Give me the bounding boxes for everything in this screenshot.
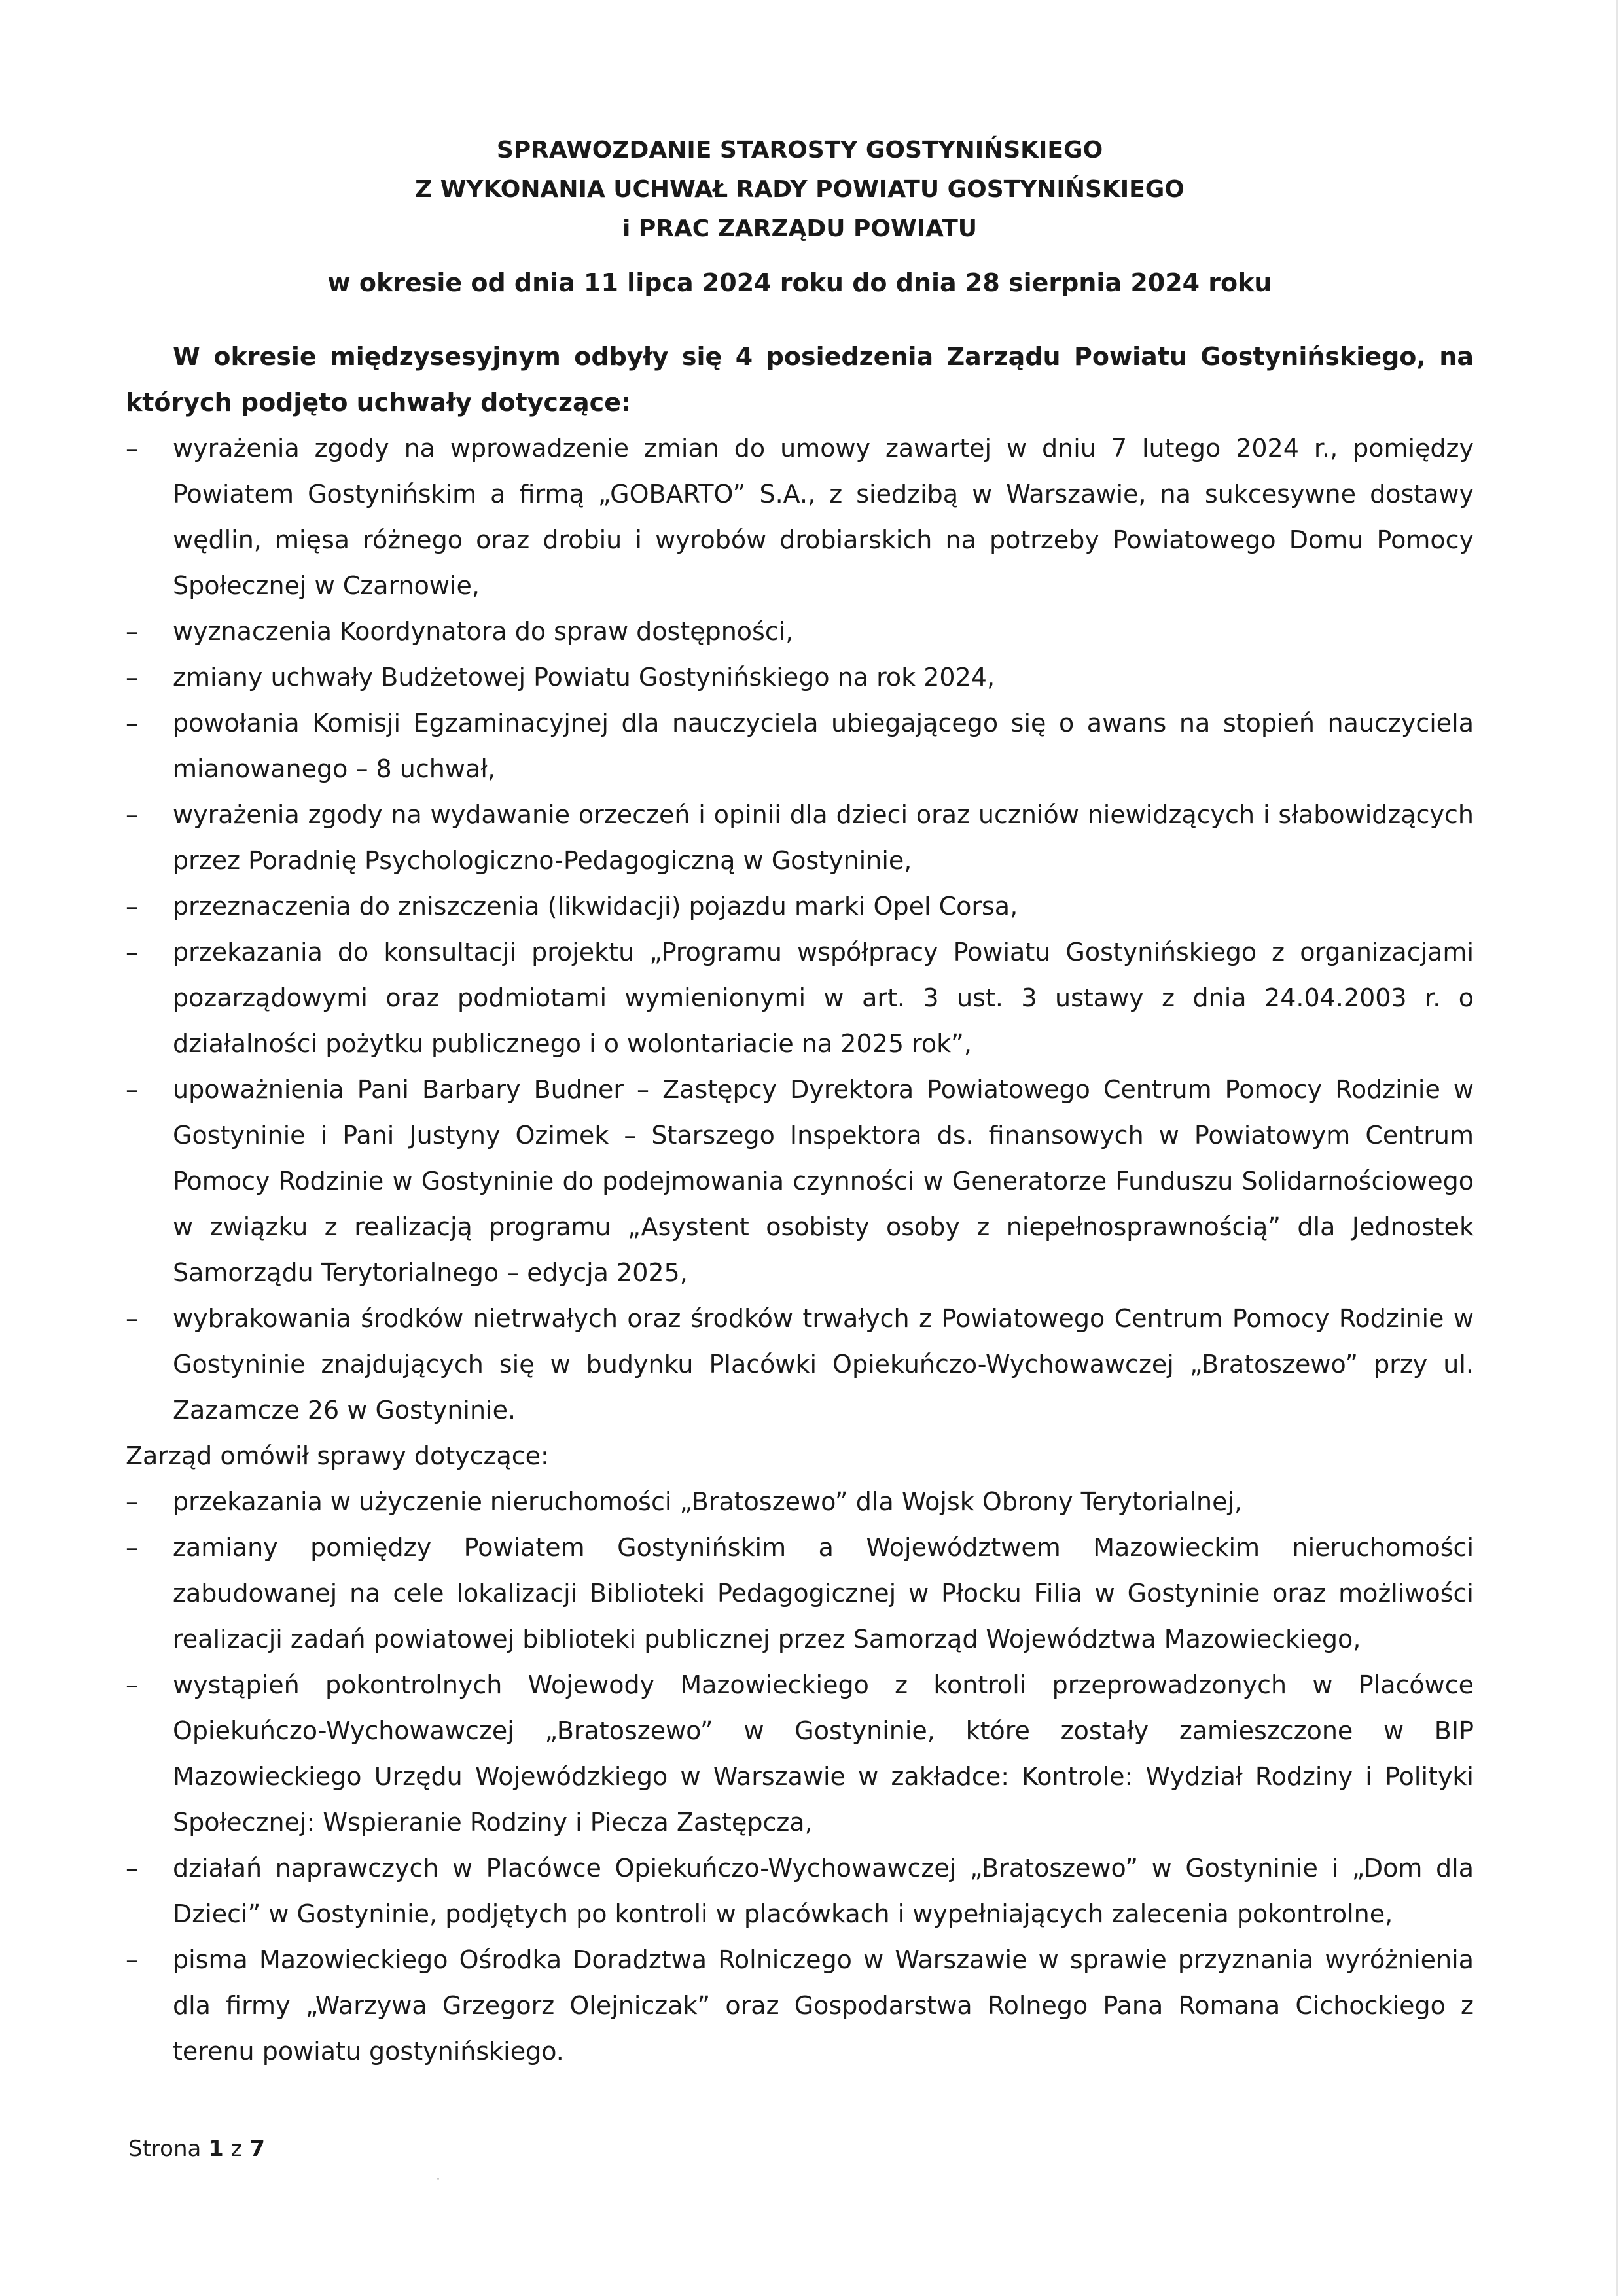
list-item [126, 654, 1474, 700]
dash-bullet: – [126, 1304, 138, 1333]
matters-heading: Zarząd omówił sprawy dotyczące: [126, 1441, 549, 1470]
list-item [126, 1525, 1474, 1662]
dash-bullet: – [126, 938, 138, 966]
list-item [126, 1937, 1474, 2074]
list-item [126, 883, 1474, 929]
intro-paragraph: W okresie międzysesyjnym odbyły się 4 posiedzenia Zarządu Powiatu Gostynińskiego, na których podjęto uchwały dotyczące: [126, 342, 1474, 417]
dash-bullet: – [126, 1533, 138, 1562]
dash-bullet: – [126, 663, 138, 692]
reporting-period: w okresie od dnia 11 lipca 2024 roku do dnia 28 sierpnia 2024 roku [327, 268, 1272, 297]
list-item-text: przekazania w użyczenie nieruchomości „Bratoszewo” dla Wojsk Obrony Terytorialnej, [173, 1487, 1243, 1516]
resolutions-list [126, 425, 1474, 1433]
dash-bullet: – [126, 1854, 138, 1882]
list-item-text: zmiany uchwały Budżetowej Powiatu Gostynińskiego na rok 2024, [173, 663, 995, 692]
list-item [126, 1479, 1474, 1525]
list-item-text: zamiany pomiędzy Powiatem Gostynińskim a Województwem Mazowieckim nieruchomości zabudowanej na cele lokalizacji Biblioteki Pedagogicznej w Płocku Filia w Gostyninie oraz możliwości realizacji zadań powiatowej biblioteki publicznej przez Samorząd Województwa Mazowieckiego, [173, 1533, 1474, 1653]
page-edge-shadow [1616, 0, 1618, 2296]
page-word: Strona [128, 2136, 202, 2162]
list-item [126, 792, 1474, 883]
page-total: 7 [249, 2136, 265, 2162]
list-item-text: przekazania do konsultacji projektu „Programu współpracy Powiatu Gostynińskiego z organizacjami pozarządowymi oraz podmiotami wymienionymi w art. 3 ust. 3 ustawy z dnia 24.04.2003 r. o działalności pożytku publicznego i o wolontariacie na 2025 rok”, [173, 938, 1474, 1058]
list-item [126, 425, 1474, 609]
title-line-3: i PRAC ZARZĄDU POWIATU [622, 215, 978, 242]
list-item-text: wyznaczenia Koordynatora do spraw dostępności, [173, 617, 794, 646]
dash-bullet: – [126, 434, 138, 463]
dash-bullet: – [126, 709, 138, 737]
page-current: 1 [208, 2136, 224, 2162]
page-separator: z [230, 2136, 243, 2162]
matters-list [126, 1479, 1474, 2074]
list-item [126, 700, 1474, 792]
list-item-text: przeznaczenia do zniszczenia (likwidacji) pojazdu marki Opel Corsa, [173, 892, 1018, 921]
page-number [128, 2134, 265, 2163]
dash-bullet: – [126, 617, 138, 646]
list-item [126, 1067, 1474, 1296]
list-item-text: wystąpień pokontrolnych Wojewody Mazowieckiego z kontroli przeprowadzonych w Placówce Opiekuńczo-Wychowawczej „Bratoszewo” w Gostyninie, które zostały zamieszczone w BIP Mazowieckiego Urzędu Wojewódzkiego w Warszawie w zakładce: Kontrole: Wydział Rodziny i Polityki Społecznej: Wspieranie Rodziny i Piecza Zastępcza, [173, 1670, 1474, 1837]
list-item [126, 929, 1474, 1067]
list-item [126, 609, 1474, 654]
list-item [126, 1662, 1474, 1845]
list-item-text: wyrażenia zgody na wydawanie orzeczeń i opinii dla dzieci oraz uczniów niewidzących i słabowidzących przez Poradnię Psychologiczno-Pedagogiczną w Gostyninie, [173, 800, 1474, 875]
title-line-2: Z WYKONANIA UCHWAŁ RADY POWIATU GOSTYNIŃSKIEGO [415, 176, 1185, 203]
dash-bullet: – [126, 892, 138, 921]
list-item-text: wybrakowania środków nietrwałych oraz środków trwałych z Powiatowego Centrum Pomocy Rodzinie w Gostyninie znajdujących się w budynku Placówki Opiekuńczo-Wychowawczej „Bratoszewo” przy ul. Zazamcze 26 w Gostyninie. [173, 1304, 1474, 1424]
list-item-text: powołania Komisji Egzaminacyjnej dla nauczyciela ubiegającego się o awans na stopień nauczyciela mianowanego – 8 uchwał, [173, 709, 1474, 783]
dash-bullet: – [126, 1075, 138, 1104]
list-item-text: działań naprawczych w Placówce Opiekuńczo-Wychowawczej „Bratoszewo” w Gostyninie i „Dom dla Dzieci” w Gostyninie, podjętych po kontroli w placówkach i wypełniających zalecenia pokontrolne, [173, 1854, 1474, 1928]
dash-bullet: – [126, 1487, 138, 1516]
list-item-text: upoważnienia Pani Barbary Budner – Zastępcy Dyrektora Powiatowego Centrum Pomocy Rodzinie w Gostyninie i Pani Justyny Ozimek – Starszego Inspektora ds. finansowych w Powiatowym Centrum Pomocy Rodzinie w Gostyninie do podejmowania czynności w Generatorze Funduszu Solidarnościowego w związku z realizacją programu „Asystent osobisty osoby z niepełnosprawnością” dla Jednostek Samorządu Terytorialnego – edycja 2025, [173, 1075, 1474, 1287]
document-body [126, 131, 1474, 2074]
document-title [126, 131, 1474, 249]
dash-bullet: – [126, 800, 138, 829]
list-item [126, 1845, 1474, 1937]
scan-speck [437, 2178, 439, 2180]
list-item [126, 1296, 1474, 1433]
dash-bullet: – [126, 1670, 138, 1699]
dash-bullet: – [126, 1945, 138, 1974]
title-line-1: SPRAWOZDANIE STAROSTY GOSTYNIŃSKIEGO [496, 137, 1103, 164]
list-item-text: wyrażenia zgody na wprowadzenie zmian do umowy zawartej w dniu 7 lutego 2024 r., pomiędzy Powiatem Gostynińskim a firmą „GOBARTO” S.A., z siedzibą w Warszawie, na sukcesywne dostawy wędlin, mięsa różnego oraz drobiu i wyrobów drobiarskich na potrzeby Powiatowego Domu Pomocy Społecznej w Czarnowie, [173, 434, 1474, 600]
list-item-text: pisma Mazowieckiego Ośrodka Doradztwa Rolniczego w Warszawie w sprawie przyznania wyróżnienia dla firmy „Warzywa Grzegorz Olejniczak” oraz Gospodarstwa Rolnego Pana Romana Cichockiego z terenu powiatu gostynińskiego. [173, 1945, 1474, 2066]
